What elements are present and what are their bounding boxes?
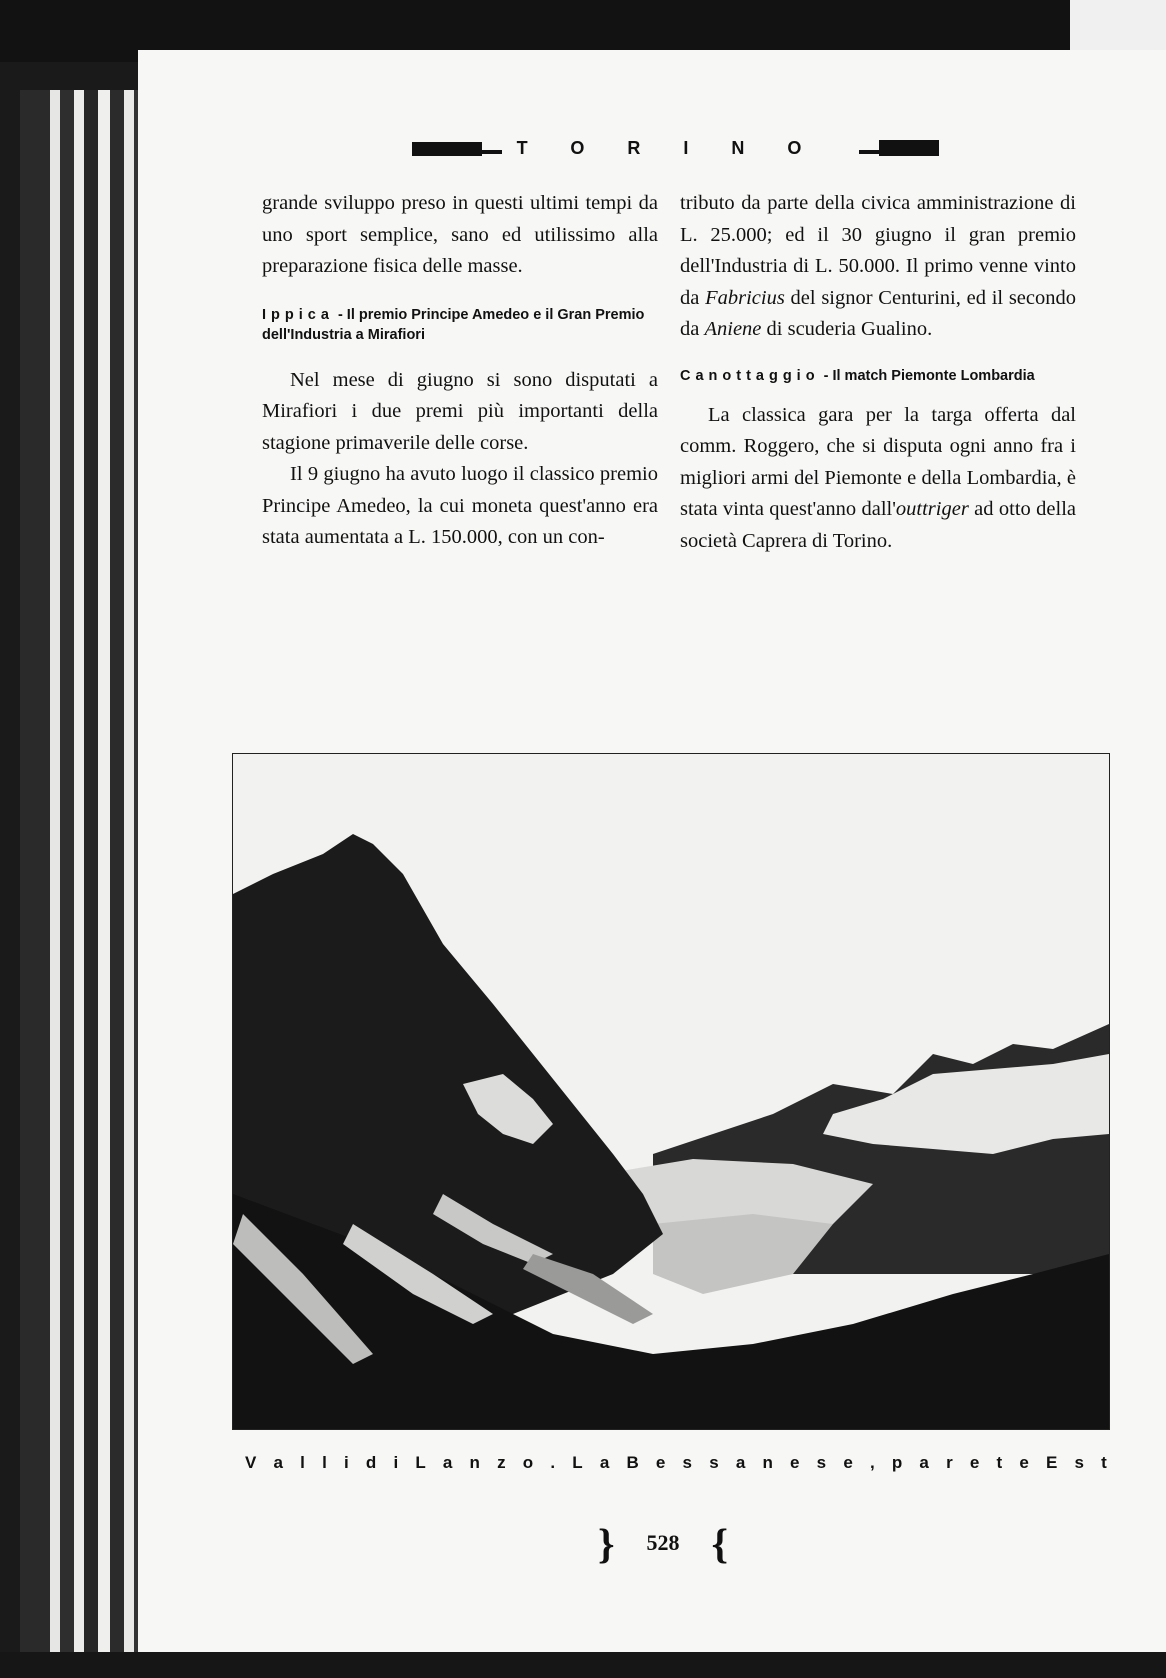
caption-letter: n — [469, 1453, 480, 1472]
right-column — [680, 188, 1076, 557]
caption-letter: t — [1101, 1453, 1107, 1472]
caption-letter: z — [497, 1453, 506, 1472]
caption-letter: s — [1074, 1453, 1084, 1472]
photo-caption — [245, 1450, 1107, 1476]
caption-letter: a — [735, 1453, 746, 1472]
caption-letter: s — [816, 1453, 827, 1472]
caption-letter: a — [442, 1453, 453, 1472]
paragraph: Nel mese di giugno si sono disputati a Mirafiori i due premi più importanti della stagione primaverile delle corse. — [262, 368, 658, 454]
boat-type: outtriger — [895, 498, 969, 520]
horse-name: Fabricius — [705, 286, 785, 309]
stacked-page-edges — [20, 90, 148, 1670]
caption-letter: l — [300, 1453, 305, 1472]
caption-letter: L — [572, 1453, 583, 1472]
caption-letter: t — [996, 1453, 1003, 1472]
caption-letter: a — [919, 1453, 929, 1472]
caption-letter: i — [393, 1453, 399, 1472]
caption-letter: r — [946, 1453, 953, 1472]
running-head-title: TORINO — [502, 137, 859, 159]
caption-letter: a — [273, 1453, 283, 1472]
section-heading-ippica: Ippica - Il premio Principe Amedeo e il Gran Premio dell'Industria a Mirafiori — [262, 306, 645, 343]
section-label: Canottaggio — [680, 367, 820, 384]
paragraph: tributo da parte della civica amministrazione di L. 25.000; ed il 30 giugno il gran premio dell'Industria di L. 50.000. Il primo venne vinto da Fabricius del signor Centurini, ed il secondo da Aniene di scuderia Gualino. — [680, 192, 1076, 340]
left-column — [262, 188, 658, 554]
section-title-text: Il premio Principe Amedeo e il Gran Premio dell'Industria a Mirafiori — [262, 306, 645, 343]
caption-letter: . — [550, 1453, 556, 1472]
folio-brace-left-icon: } — [598, 1522, 615, 1568]
paragraph: Il 9 giugno ha avuto luogo il classico premio Principe Amedeo, la cui moneta quest'anno era stata aumentata a L. 150.000, con un con- — [262, 463, 658, 548]
caption-letter: V — [245, 1453, 257, 1472]
section-label: Ippica — [262, 306, 334, 323]
paragraph: grande sviluppo preso in questi ultimi tempi da uno sport semplice, sano ed utilissimo alla preparazione fisica delle masse. — [262, 192, 658, 277]
caption-letter: e — [655, 1453, 666, 1472]
section-title-text: Il match Piemonte Lombardia — [832, 367, 1035, 384]
running-head — [412, 137, 939, 161]
section-heading-canottaggio: Canottaggio - Il match Piemonte Lombardia — [680, 367, 1035, 384]
caption-letter: e — [843, 1453, 853, 1472]
caption-letter: n — [762, 1453, 773, 1472]
caption-letter: o — [522, 1453, 534, 1472]
horse-name: Aniene — [704, 318, 762, 340]
paragraph: La classica gara per la targa offerta dal comm. Roggero, che si disputa ogni anno fra i migliori armi del Piemonte e della Lombardia, è stata vinta quest'anno dall'outtriger ad otto della società Caprera di Torino. — [680, 403, 1076, 552]
page-number: 528 — [646, 1530, 680, 1555]
caption-letter: , — [869, 1453, 875, 1472]
caption-letter: e — [790, 1453, 800, 1472]
mountain-photo-icon — [233, 754, 1109, 1429]
caption-letter: s — [682, 1453, 693, 1472]
caption-letter: a — [599, 1453, 610, 1472]
caption-letter: e — [969, 1453, 980, 1472]
caption-letter: s — [709, 1453, 719, 1472]
caption-letter: d — [365, 1453, 377, 1472]
caption-letter: L — [415, 1453, 426, 1472]
caption-letter: l — [322, 1453, 327, 1472]
caption-letter: p — [891, 1453, 903, 1472]
scan-shadow-bottom — [0, 1652, 1166, 1678]
page-number-block — [598, 1524, 728, 1566]
folio-brace-right-icon: { — [711, 1522, 728, 1568]
caption-letter: e — [1019, 1453, 1029, 1472]
caption-letter: B — [626, 1453, 639, 1472]
caption-letter: i — [343, 1453, 349, 1472]
mountain-photo — [232, 753, 1110, 1430]
caption-letter: E — [1045, 1453, 1058, 1472]
